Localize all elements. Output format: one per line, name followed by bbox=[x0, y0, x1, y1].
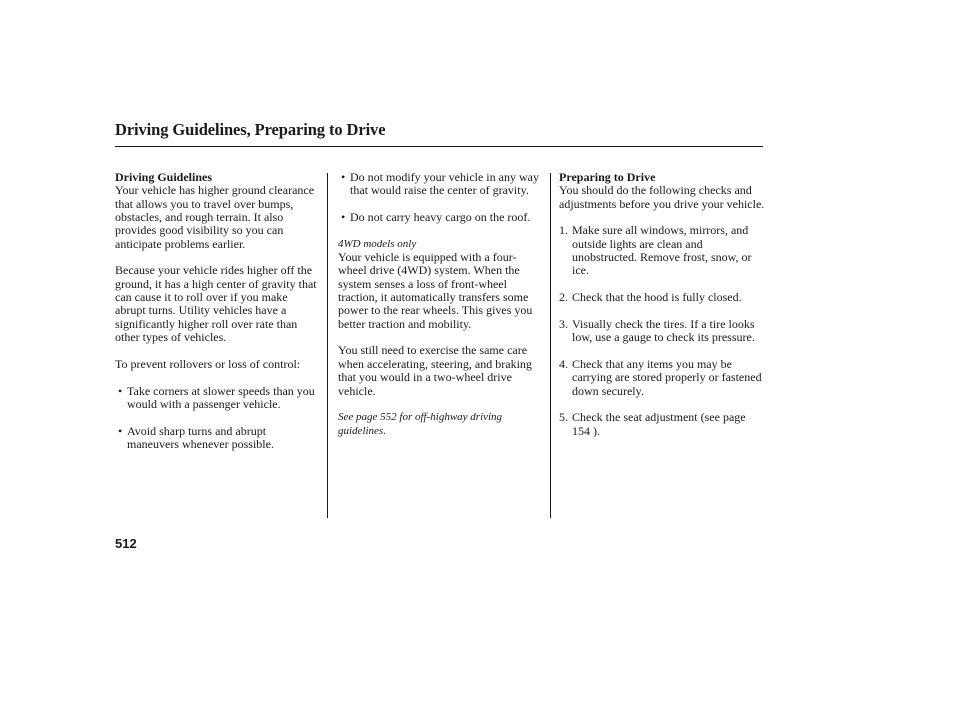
list-item bbox=[338, 211, 544, 224]
item-text: Check that any items you may be carrying are stored properly or fastened down securely. bbox=[572, 356, 762, 398]
page-title: Driving Guidelines, Preparing to Drive bbox=[115, 120, 386, 139]
item-number: 2. bbox=[559, 290, 568, 305]
page-number: 512 bbox=[115, 536, 137, 551]
column-preparing-to-drive bbox=[559, 171, 765, 451]
bullet-text: Take corners at slower speeds than you would with a passenger vehicle. bbox=[127, 383, 315, 411]
list-item bbox=[559, 318, 765, 345]
paragraph-center-of-gravity: Because your vehicle rides higher off the ground, it has a high center of gravity that can cause it to roll over if you make abrupt turns. Utility vehicles have a significantly higher roll over rate than other types of vehicles. bbox=[115, 263, 317, 345]
list-item bbox=[115, 425, 321, 452]
bullet-icon: • bbox=[341, 210, 346, 225]
subheading-4wd-models: 4WD models only bbox=[338, 237, 417, 250]
bullet-icon: • bbox=[118, 383, 123, 398]
bullet-icon: • bbox=[118, 423, 123, 438]
paragraph-4wd-system: Your vehicle is equipped with a four-wheel drive (4WD) system. When the system senses a loss of front-wheel traction, it automatically transfers some power to the rear wheels. This gives you better traction and mobility. bbox=[338, 250, 533, 331]
column-divider-1 bbox=[327, 173, 328, 518]
list-item bbox=[559, 224, 765, 277]
off-highway-reference-note: See page 552 for off-highway driving guidelines. bbox=[338, 411, 503, 437]
section-heading-preparing-to-drive: Preparing to Drive bbox=[559, 170, 656, 184]
column-divider-2 bbox=[550, 173, 551, 518]
bullet-text: Avoid sharp turns and abrupt maneuvers whenever possible. bbox=[127, 423, 274, 451]
column-driving-guidelines bbox=[115, 171, 321, 465]
item-text: Make sure all windows, mirrors, and outside lights are clean and unobstructed. Remove frost, snow, or ice. bbox=[572, 223, 752, 278]
paragraph-exercise-care: You still need to exercise the same care when accelerating, steering, and braking that you would in a two-wheel drive vehicle. bbox=[338, 343, 532, 398]
list-item bbox=[115, 385, 321, 412]
item-text: Check the seat adjustment (see page 154 ). bbox=[572, 410, 746, 438]
bullet-icon: • bbox=[341, 170, 346, 184]
list-item bbox=[559, 291, 765, 304]
list-item bbox=[559, 411, 765, 438]
paragraph-checks-intro: You should do the following checks and adjustments before you drive your vehicle. bbox=[559, 183, 765, 211]
list-item bbox=[338, 171, 544, 198]
bullet-text: Do not modify your vehicle in any way that would raise the center of gravity. bbox=[350, 170, 539, 198]
item-text: Check that the hood is fully closed. bbox=[572, 290, 742, 305]
bullet-text: Do not carry heavy cargo on the roof. bbox=[350, 210, 531, 225]
column-middle bbox=[338, 171, 544, 451]
title-underline bbox=[115, 146, 763, 147]
item-number: 4. bbox=[559, 356, 568, 371]
paragraph-prevent-rollovers: To prevent rollovers or loss of control: bbox=[115, 356, 301, 371]
item-number: 5. bbox=[559, 410, 568, 425]
section-heading-driving-guidelines: Driving Guidelines bbox=[115, 170, 213, 184]
item-number: 3. bbox=[559, 316, 568, 331]
item-text: Visually check the tires. If a tire looks low, use a gauge to check its pressure. bbox=[572, 316, 755, 345]
list-item bbox=[559, 358, 765, 398]
paragraph-ground-clearance: Your vehicle has higher ground clearance that allows you to travel over bumps, obstacles, and rough terrain. It also provides good visibility so you can anticipate problems earlier. bbox=[115, 183, 315, 251]
item-number: 1. bbox=[559, 223, 568, 238]
